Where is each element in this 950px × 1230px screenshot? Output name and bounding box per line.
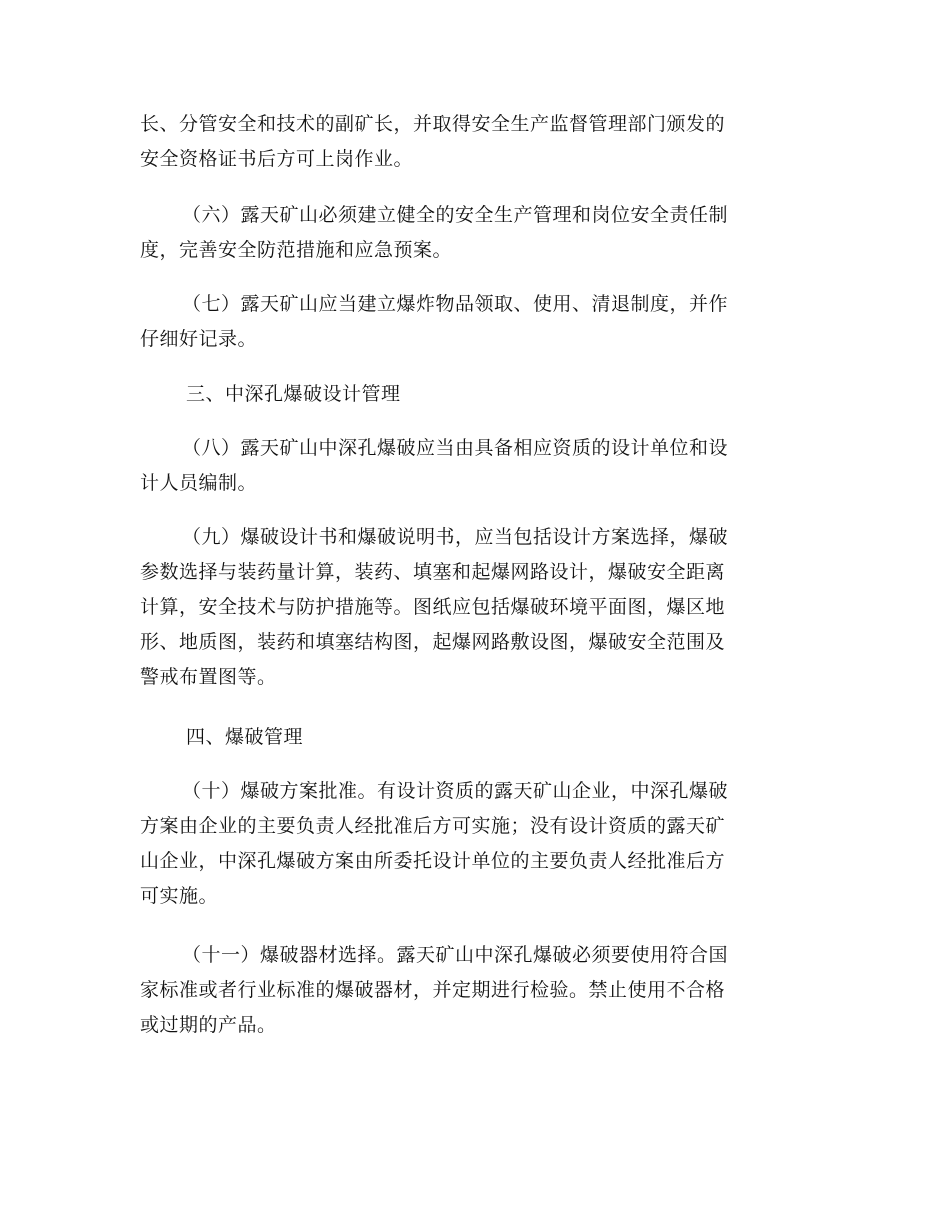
text-line: （九）爆破设计书和爆破说明书，应当包括设计方案选择，爆破 [182, 526, 729, 548]
text-line: 家标准或者行业标准的爆破器材，并定期进行检验。禁止使用不合格 [140, 979, 726, 1001]
paragraph-item-7 [140, 287, 800, 357]
text-line: （十一）爆破器材选择。露天矿山中深孔爆破必须要使用符合国 [182, 944, 729, 966]
text-line: 计人员编制。 [140, 472, 258, 494]
paragraph-item-6 [140, 198, 800, 268]
text-line: 可实施。 [140, 885, 219, 907]
text-line: 形、地质图，装药和填塞结构图，起爆网路敷设图，爆破安全范围及 [140, 631, 726, 653]
paragraph-item-9 [140, 520, 800, 695]
text-line: 仔细好记录。 [140, 328, 258, 350]
text-line: 安全资格证书后方可上岗作业。 [140, 148, 414, 170]
text-line: 长、分管安全和技术的副矿长，并取得安全生产监督管理部门颁发的 [140, 113, 726, 135]
text-line: 方案由企业的主要负责人经批准后方可实施；没有设计资质的露天矿 [140, 815, 726, 837]
text-line: （六）露天矿山必须建立健全的安全生产管理和岗位安全责任制 [182, 204, 729, 226]
paragraph-item-10 [140, 774, 800, 914]
paragraph-item-8 [140, 431, 800, 501]
section-heading-4: 四、爆破管理 [186, 726, 304, 748]
text-line: 或过期的产品。 [140, 1014, 277, 1036]
text-line: 警戒布置图等。 [140, 666, 277, 688]
text-line: 参数选择与装药量计算，装药、填塞和起爆网路设计，爆破安全距离 [140, 561, 726, 583]
paragraph-item-11 [140, 938, 800, 1043]
paragraph-continuation [140, 107, 800, 177]
text-line: 计算，安全技术与防护措施等。图纸应包括爆破环境平面图，爆区地 [140, 596, 726, 618]
text-line: 山企业，中深孔爆破方案由所委托设计单位的主要负责人经批准后方 [140, 850, 726, 872]
section-heading-3: 三、中深孔爆破设计管理 [186, 383, 401, 405]
text-line: （七）露天矿山应当建立爆炸物品领取、使用、清退制度，并作 [182, 293, 729, 315]
text-line: （十）爆破方案批准。有设计资质的露天矿山企业，中深孔爆破 [182, 780, 729, 802]
text-line: （八）露天矿山中深孔爆破应当由具备相应资质的设计单位和设 [182, 437, 729, 459]
text-line: 度，完善安全防范措施和应急预案。 [140, 239, 453, 261]
